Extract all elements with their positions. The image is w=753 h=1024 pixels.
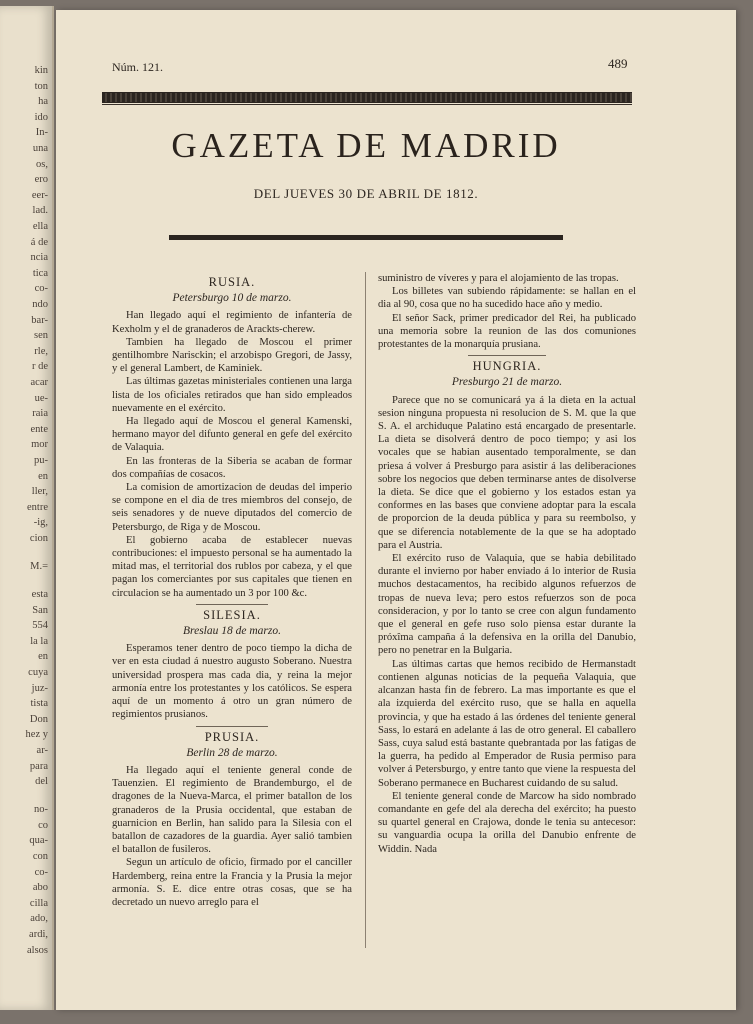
- newspaper-page: [56, 10, 736, 1010]
- dateline-hungria: Presburgo 21 de marzo.: [451, 376, 563, 389]
- facing-page-fragment: co-: [34, 283, 48, 295]
- section-separator: [196, 604, 268, 605]
- facing-page-fragment: M.=: [30, 561, 48, 572]
- facing-page-fragment: kin: [34, 65, 48, 76]
- facing-page-fragment: Don: [29, 713, 48, 725]
- facing-page-fragment: para: [29, 760, 48, 772]
- facing-page-fragment: entre: [27, 501, 48, 513]
- facing-page-fragment: bar-: [31, 314, 48, 326]
- dateline-rusia: Petersburgo 10 de marzo.: [172, 292, 292, 305]
- facing-page-fragment: tista: [30, 698, 48, 710]
- paragraph: Han llegado aquí el regimiento de infantería de Kexholm y el de granaderos de Arackts-cherew.: [112, 310, 352, 335]
- facing-page-fragment: ardi,: [29, 929, 48, 940]
- facing-page-fragment: ente: [30, 423, 48, 435]
- issue-number: Núm. 121.: [112, 60, 163, 74]
- section-title-rusia: RUSIA.: [208, 275, 256, 289]
- facing-page-fragment: ella: [32, 221, 48, 232]
- facing-page-fragment: del: [35, 776, 48, 788]
- facing-page-fragment: mor: [31, 439, 48, 451]
- facing-page-fragment: cion: [29, 533, 48, 544]
- facing-page-fragment: cuya: [28, 667, 48, 678]
- facing-page-fragment: abo: [32, 882, 48, 894]
- paragraph: El señor Sack, primer predicador del Rei, ha publicado una memoria sobre la reunion de las dos comuniones protestantes de la monarquía prusiana.: [378, 312, 636, 351]
- paragraph: suministro de víveres y para el alojamiento de las tropas.: [378, 273, 619, 284]
- page-number: 489: [608, 56, 628, 71]
- section-title-prusia: PRUSIA.: [204, 729, 260, 744]
- paragraph: Ha llegado aquí el teniente general conde de Tauenzien. El regimiento de Brandemburgo, el de dragones de la Nueva-Marca, el primer batallon de los granaderos de la Prusia occidental, que estaban de guarnicion en Berlin, han salido para la Silesia con el batallon de cazadores de la guardia. Ayer salió tambien el batallon de fusileros.: [112, 764, 352, 856]
- facing-page-fragment: co: [38, 819, 48, 831]
- facing-page-fragment: pu-: [34, 455, 48, 466]
- facing-page-fragment: cilla: [29, 897, 48, 909]
- facing-page-fragment: una: [32, 143, 48, 154]
- facing-page-fragment: rle,: [34, 345, 48, 357]
- facing-page-fragment: ller,: [31, 486, 48, 498]
- dateline-silesia: Breslau 18 de marzo.: [183, 625, 281, 638]
- facing-page-fragment: ero: [34, 174, 48, 186]
- facing-page-fragment: juz-: [31, 682, 48, 694]
- facing-page-fragment: no-: [34, 804, 48, 816]
- facing-page-fragment: 554: [32, 620, 48, 632]
- paragraph: Esperamos tener dentro de poco tiempo la dicha de ver en esta ciudad á nuestro augusto Soberano. Nuestra universidad prospera mas cada dia, y reina la mejor armonía entre los protestantes y los católicos. Se espera aquí de un momento á otro un gran número de regimientos prusianos.: [112, 643, 352, 721]
- paragraph: Las últimas gazetas ministeriales contienen una larga lista de los oficiales retirados que han sido empleados nuevamente en el exército.: [112, 376, 352, 414]
- column-divider: [365, 272, 366, 948]
- right-column: [378, 272, 636, 856]
- masthead-title: GAZETA DE MADRID: [171, 126, 561, 165]
- paragraph: Las últimas cartas que hemos recibido de Hermanstadt contienen algunas noticias de la pequeña Valaquia, que alcanzan hasta fin de febrero. La mas importante es que el ala izquierda del exército ruso, que se halla en aquella provincia, y que ha estado á las órdenes del teniente general Sass, lo estará en adelante á las de otro general. El caballero Sass, cuya salud está bastante quebrantada por las fatigas de la guerra, ha pedido al Emperador de Rusia permiso para volver á Petersburgo, y entre tanto que viene la respuesta del Soberano permanece en Bucharest cuidando de su salud.: [378, 658, 636, 789]
- facing-page-fragment: con: [32, 851, 48, 862]
- facing-page-fragment: -ig,: [33, 517, 48, 529]
- section-separator: [196, 726, 268, 727]
- facing-page-fragment: hez y: [25, 729, 48, 741]
- section-separator: [468, 355, 545, 356]
- facing-page-fragment: ido: [34, 111, 48, 123]
- top-rule: [102, 92, 632, 103]
- paragraph: El gobierno acaba de establecer nuevas contribuciones: el impuesto personal se ha aumentado la mitad mas, el territorial dos rublos por cabeza, y el que pagan los comerciantes por sus capitales que tienen en circulacion se ha aumentado un 3 por 100 &c.: [112, 534, 352, 599]
- paragraph: La comision de amortizacion de deudas del imperio se compone en el dia de tres miembros del consejo, de seis senadores y de nueve diputados del comercio de Petersburgo, de Riga y de Moscou.: [112, 482, 352, 533]
- facing-page-fragment: en: [38, 651, 48, 663]
- facing-page-fragment: á de: [30, 236, 48, 248]
- facing-page-fragment: ton: [34, 80, 48, 92]
- facing-page-fragment: esta: [31, 589, 48, 600]
- paragraph: El teniente general conde de Marcow ha sido nombrado comandante en gefe del ala derecha del exército; ha puesto su quartel general en Crajowa, donde le tenia su antecesor: su vanguardia ocupa la orilla del Danubio enfrente de Widdin. Nada: [378, 790, 636, 855]
- facing-page-fragment: ar-: [36, 745, 48, 756]
- dateline: DEL JUEVES 30 DE ABRIL DE 1812.: [253, 186, 479, 201]
- facing-page-fragment: co-: [34, 866, 48, 878]
- facing-page-fragment: alsos: [27, 944, 48, 956]
- section-title-silesia: SILESIA.: [203, 607, 261, 622]
- facing-page-fragment: tica: [32, 267, 48, 279]
- paragraph: Segun un artículo de oficio, firmado por el canciller Hardemberg, reina entre la Francia y la Prusia la mejor armonía. S. E. dice entre otras cosas, que se ha decretado un nuevo arreglo para el: [112, 857, 352, 908]
- facing-page-fragment: acar: [30, 377, 48, 388]
- paragraph: Parece que no se comunicará ya á la dieta en la actual sesion ninguna propuesta ni resolucion de S. M. que la que S. A. el archiduque Palatino está encargado de presentarle. La dieta se disolverá dentro de poco tiempo; y asi los vocales que se habian ausentado temporalmente, se dan priesa á volver á Presburgo para asistir á las deliberaciones sobre los negocios que deben terminarse antes de disolverse la dieta. Se dice que el gobierno y los estados estan ya conformes en las bases que conviene adoptar para la escala de proporcion de la deuda pública y para su reembolso, y que se diferencia notablemente de la que se ha adoptado para el Austria.: [378, 394, 636, 551]
- facing-page-fragment: la la: [30, 635, 48, 647]
- left-column: [112, 272, 352, 909]
- masthead-rule: [169, 235, 563, 240]
- facing-page-fragment: ado,: [30, 913, 48, 925]
- facing-page-fragment: In-: [35, 127, 48, 139]
- facing-page-fragment: lad.: [32, 205, 48, 217]
- facing-page-fragment: os,: [36, 158, 48, 170]
- facing-page-fragment: en: [38, 470, 48, 482]
- facing-page-edge: [0, 6, 54, 1010]
- facing-page-fragment: ue-: [34, 392, 48, 404]
- facing-page-fragment: qua-: [29, 835, 48, 847]
- dateline-prusia: Berlin 28 de marzo.: [186, 746, 278, 759]
- paragraph: Ha llegado aquí de Moscou el general Kamenski, hermano mayor del difunto general en gefe del exército de Valaquia.: [112, 416, 352, 454]
- facing-page-fragment: raia: [32, 408, 48, 420]
- facing-page-fragment: r de: [31, 361, 48, 373]
- facing-page-fragment: San: [32, 604, 48, 616]
- paragraph: Tambien ha llegado de Moscou el primer gentilhombre Narisckin; el arzobispo Gregori, de Jassy, y el general Lambert, de Kaminiek.: [112, 336, 352, 375]
- facing-page-fragment: eer-: [31, 189, 48, 201]
- facing-page-fragment: sen: [34, 330, 48, 342]
- facing-page-fragment: ncia: [30, 252, 48, 264]
- facing-page-fragment: ndo: [32, 299, 48, 310]
- facing-page-fragment: ha: [38, 96, 48, 108]
- paragraph: El exército ruso de Valaquia, que se habia debilitado durante el invierno por haber enviado á lo interior de Rusia muchos destacamentos, ha recibido algunos refuerzos de tropas de nueva leva; pero estos refuerzos son de poca consideracion, y por lo tanto se cree con algun fundamento que el general en gefe ruso solo piensa estar durante la próxîma campaña á la defensiva en la orilla del Danubio, pero no penetrar en la Bulgaria.: [378, 553, 636, 657]
- paragraph: Los billetes van subiendo rápidamente: se hallan en el dia al 90, cosa que no ha sucedido hace año y medio.: [378, 286, 636, 311]
- paragraph: En las fronteras de la Siberia se acaban de formar dos compañías de cosacos.: [112, 455, 352, 480]
- section-title-hungria: HUNGRIA.: [472, 359, 542, 374]
- top-rule-thin: [102, 104, 632, 105]
